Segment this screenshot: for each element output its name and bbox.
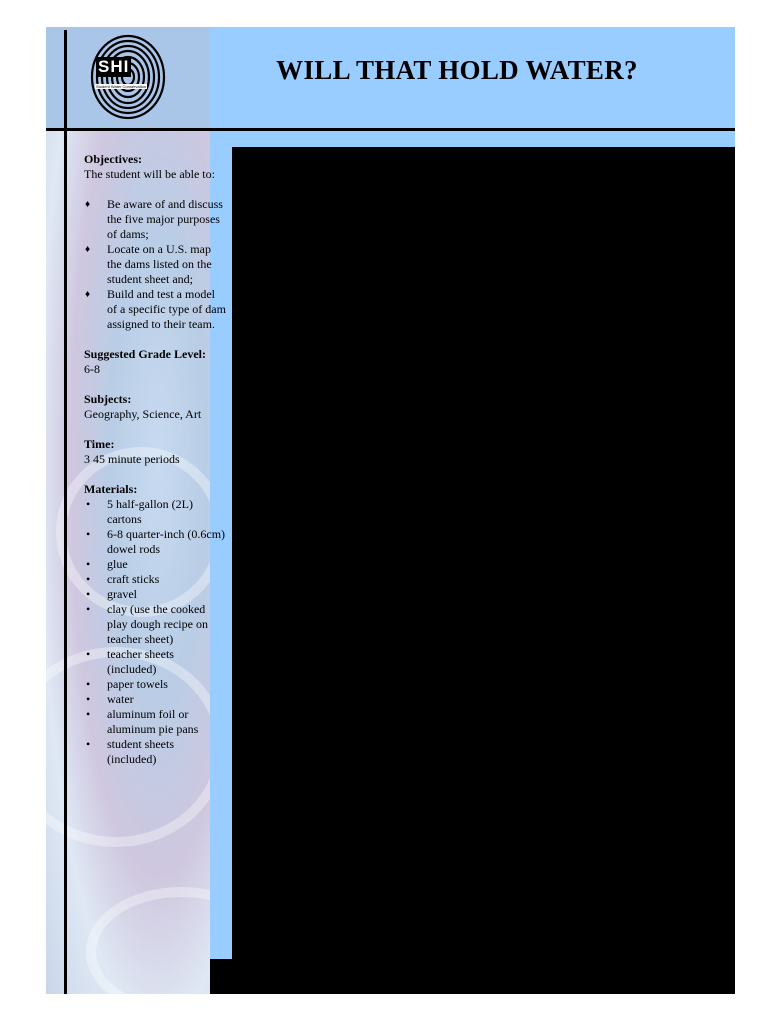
subjects-heading: Subjects: <box>84 392 132 406</box>
fingerprint-logo-icon <box>88 33 168 121</box>
subjects-value: Geography, Science, Art <box>84 407 202 421</box>
grade-heading: Suggested Grade Level: <box>84 347 206 361</box>
blue-top-strip <box>232 131 735 147</box>
bullet-icon: • <box>86 737 91 751</box>
bullet-icon: • <box>86 527 91 541</box>
time-heading: Time: <box>84 437 115 451</box>
time-section <box>84 437 226 467</box>
sidebar-content <box>84 152 226 782</box>
grade-value: 6-8 <box>84 362 100 376</box>
list-item: ♦ Build and test a model of a specific type of dam assigned to their team. <box>85 287 226 331</box>
list-item: • craft sticks <box>86 572 160 586</box>
objectives-list <box>84 197 226 332</box>
list-item: • gravel <box>86 587 137 601</box>
objectives-heading: Objectives: <box>84 152 142 166</box>
list-item: • water <box>86 692 134 706</box>
bullet-icon: • <box>86 587 91 601</box>
grade-section <box>84 347 226 377</box>
materials-list <box>84 497 226 767</box>
objectives-intro: The student will be able to: <box>84 167 215 181</box>
bullet-icon: • <box>86 602 91 616</box>
objectives-section <box>84 152 226 332</box>
list-item: ♦ Be aware of and discuss the five major purposes of dams; <box>85 197 223 241</box>
bullet-icon: • <box>86 707 91 721</box>
bullet-icon: • <box>86 692 91 706</box>
list-item: • student sheets (included) <box>86 737 174 766</box>
materials-section <box>84 482 226 767</box>
bullet-icon: • <box>86 557 91 571</box>
bullet-icon: • <box>86 572 91 586</box>
page-title: WILL THAT HOLD WATER? <box>276 55 638 85</box>
materials-heading: Materials: <box>84 482 138 496</box>
time-value: 3 45 minute periods <box>84 452 180 466</box>
list-item: • aluminum foil or aluminum pie pans <box>86 707 199 736</box>
list-item: ♦ Locate on a U.S. map the dams listed on the student sheet and; <box>85 242 212 286</box>
list-item: • clay (use the cooked play dough recipe on teacher sheet) <box>86 602 208 646</box>
list-item: • teacher sheets (included) <box>86 647 174 676</box>
bullet-icon: • <box>86 677 91 691</box>
list-item: • 6-8 quarter-inch (0.6cm) dowel rods <box>86 527 226 556</box>
redacted-content-block <box>232 147 735 994</box>
logo-subtext: Student Water Conservation <box>96 84 147 89</box>
subjects-section <box>84 392 226 422</box>
drop-bullet-icon: ♦ <box>85 199 91 210</box>
list-item: • glue <box>86 557 128 571</box>
drop-bullet-icon: ♦ <box>85 244 91 255</box>
vertical-rule <box>64 30 67 994</box>
list-item: • paper towels <box>86 677 168 691</box>
logo-text: SHI <box>98 57 130 76</box>
bullet-icon: • <box>86 497 91 511</box>
bullet-icon: • <box>86 647 91 661</box>
redacted-bottom-block <box>210 959 232 994</box>
list-item: • 5 half-gallon (2L) cartons <box>86 497 193 526</box>
drop-bullet-icon: ♦ <box>85 289 91 300</box>
